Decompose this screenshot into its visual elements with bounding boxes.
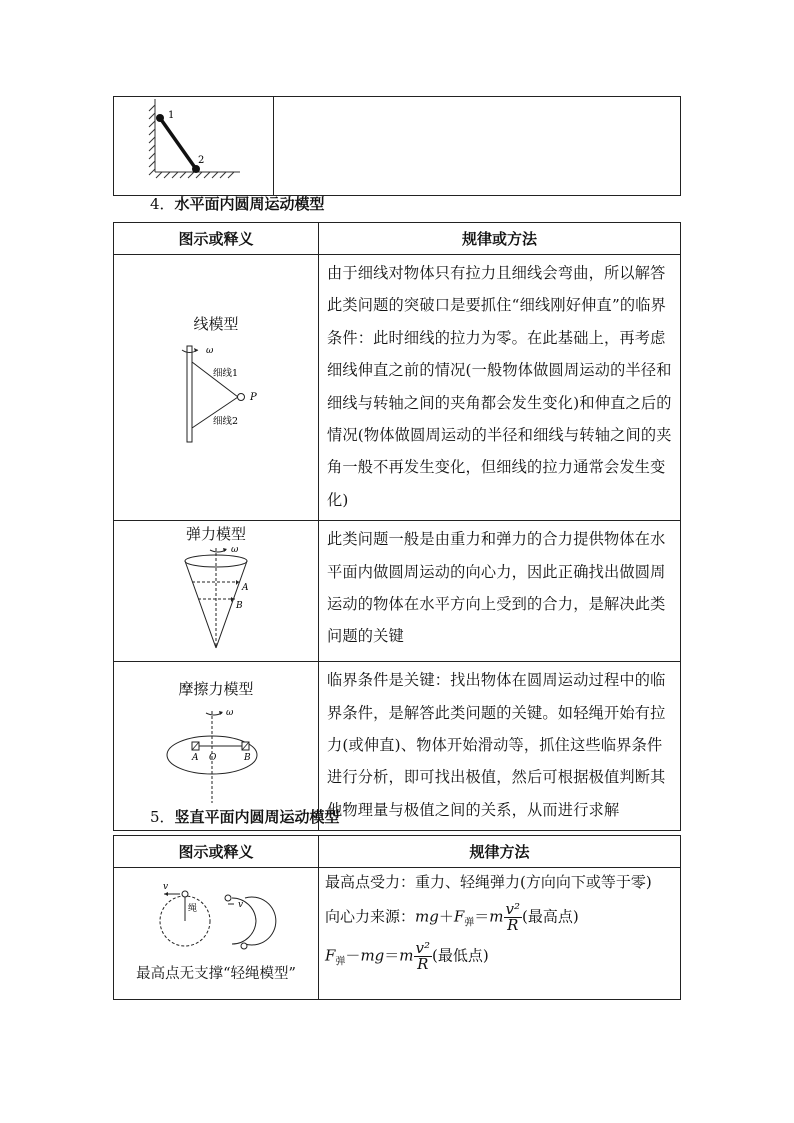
point-p — [238, 394, 245, 401]
line-model-line1-label: 细线1 — [213, 368, 239, 379]
friction-model-diagram — [114, 701, 318, 811]
section5-header-col1: 图示或释义 — [114, 836, 319, 868]
section5-heading — [150, 806, 340, 827]
formula-bottom-mg: mg — [360, 946, 385, 965]
rope-line1: 最高点受力：重力、轻绳弹力(方向向下或等于零) — [325, 873, 652, 891]
ball-1 — [156, 114, 164, 122]
section4-title: 水平面内圆周运动模型 — [174, 195, 325, 213]
friction-omega: ω — [226, 708, 234, 719]
formula-top-mg: mg — [415, 907, 439, 926]
friction-a-label: A — [192, 753, 199, 764]
line-model-cell — [114, 255, 319, 521]
formula-top-denominator: R — [507, 916, 519, 934]
formula-top-fraction — [504, 902, 523, 933]
rope-formula-top — [325, 902, 674, 933]
section5-header-col2: 规律方法 — [319, 836, 681, 868]
line-model-line2-label: 细线2 — [213, 416, 239, 427]
formula-top-m: m — [489, 907, 504, 926]
formula-top-plus: ＋ — [438, 907, 454, 926]
rope-formula-bottom — [325, 941, 674, 972]
friction-o-label: O — [209, 753, 217, 764]
formula-bottom-eq: ＝ — [384, 946, 400, 965]
section4-table — [113, 222, 681, 831]
formula-top-suffix: (最高点) — [522, 907, 579, 926]
formula-bottom-f: F — [325, 946, 336, 965]
friction-model-text: 临界条件是关键：找出物体在圆周运动过程中的临界条件，是解答此类问题的关键。如轻绳开始有拉力(或伸直)、物体开始滑动等，抓住这些临界条件进行分析，即可找出极值，然后可根据极值判断其他物理量与极值之间的关系，从而进行求解 — [319, 662, 681, 831]
section4-number: 4． — [150, 195, 175, 213]
rope-model-cell — [114, 868, 319, 1000]
elastic-omega: ω — [231, 545, 239, 556]
friction-b-label: B — [244, 753, 251, 764]
rope-model-rules — [319, 868, 681, 1000]
ball-1-label: 1 — [168, 110, 175, 121]
section5-table — [113, 835, 681, 1000]
formula-bottom-minus: － — [345, 946, 361, 965]
section5-number: 5． — [150, 808, 175, 826]
top-diagram-cell — [114, 97, 274, 196]
rod-wall-diagram — [114, 97, 273, 191]
line-model-label: 线模型 — [193, 315, 239, 333]
line-model-omega: ω — [206, 346, 214, 356]
formula-top-f: F — [453, 907, 465, 926]
line-model-diagram — [114, 340, 318, 450]
section4-header-col1: 图示或释义 — [114, 223, 319, 255]
friction-model-label: 摩擦力模型 — [178, 680, 254, 699]
formula-top-prefix: 向心力来源： — [325, 907, 416, 926]
rope-model-diagram — [114, 874, 318, 956]
section4-heading — [150, 193, 325, 214]
formula-bottom-denominator: R — [417, 955, 429, 973]
formula-bottom-sub: 弹 — [335, 956, 346, 968]
formula-bottom-m: m — [399, 946, 414, 965]
formula-top-sub: 弹 — [464, 917, 475, 929]
ball-2 — [192, 165, 200, 173]
elastic-b-label: B — [236, 601, 243, 612]
rope-v1-label: v — [163, 882, 169, 892]
formula-bottom-suffix: (最低点) — [432, 946, 489, 965]
elastic-model-cell — [114, 521, 319, 662]
rope-model-label: 最高点无支撑“轻绳模型” — [136, 966, 296, 982]
top-empty-cell — [274, 97, 681, 196]
formula-top-numerator: v² — [505, 900, 521, 918]
formula-bottom-fraction — [414, 941, 433, 972]
top-table — [113, 96, 681, 196]
elastic-model-diagram — [114, 544, 318, 656]
section4-header-col2: 规律或方法 — [319, 223, 681, 255]
rope-v2-label: v — [238, 900, 244, 910]
ball-2-label: 2 — [198, 155, 205, 166]
formula-top-eq: ＝ — [474, 907, 490, 926]
formula-bottom-numerator: v² — [415, 939, 431, 957]
line-model-p-label: P — [250, 392, 257, 403]
elastic-model-label: 弹力模型 — [185, 525, 246, 544]
elastic-model-text: 此类问题一般是由重力和弹力的合力提供物体在水平面内做圆周运动的向心力，因此正确找出做圆周运动的物体在水平方向上受到的合力，是解决此类问题的关键 — [319, 521, 681, 662]
line-model-text: 由于细线对物体只有拉力且细线会弯曲，所以解答此类问题的突破口是要抓住“细线刚好伸直”的临界条件：此时细线的拉力为零。在此基础上，再考虑细线伸直之前的情况(一般物体做圆周运动的半径和细线与转轴之间的夹角都会发生变化)和伸直之后的情况(物体做圆周运动的半径和细线与转轴之间的夹角一般不再发生变化，但细线的拉力通常会发生变化) — [319, 255, 681, 521]
elastic-a-label: A — [242, 583, 249, 594]
section5-title: 竖直平面内圆周运动模型 — [174, 808, 340, 826]
rope-label: 绳 — [188, 904, 198, 914]
